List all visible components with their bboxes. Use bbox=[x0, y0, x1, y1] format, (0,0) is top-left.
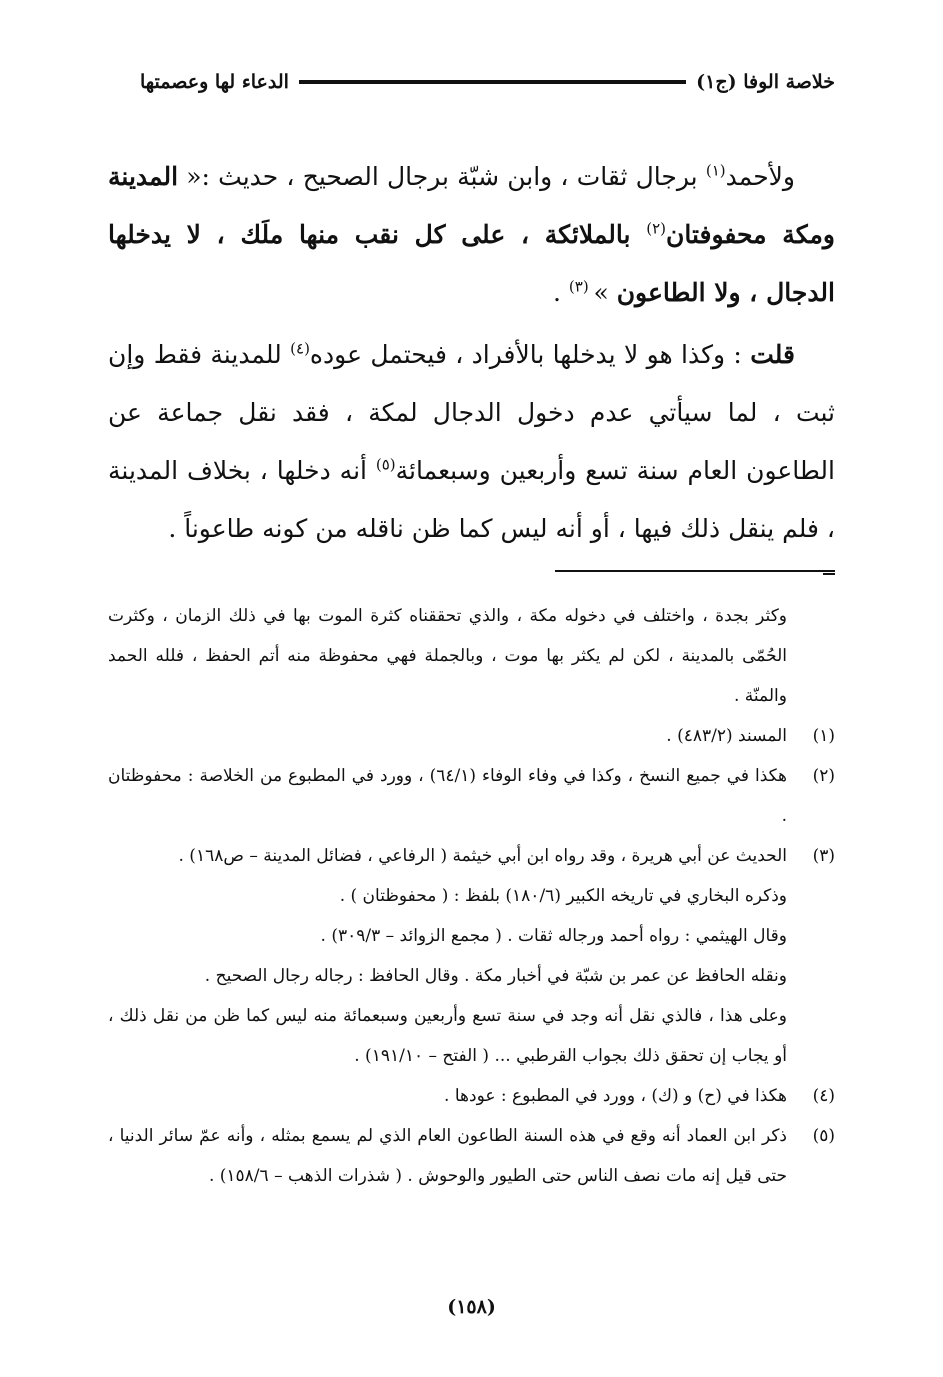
footnote-ref: (٣) bbox=[568, 277, 594, 296]
section-title: الدعاء لها وعصمتها bbox=[140, 71, 289, 93]
paragraph-hadith bbox=[108, 148, 835, 322]
footnote-number: (٤) bbox=[812, 1086, 835, 1106]
footnote bbox=[108, 1116, 835, 1196]
footnote-line: وقال الهيثمي : رواه أحمد ورجاله ثقات . ( مجمع الزوائد – ٣٠٩/٣) . bbox=[320, 926, 787, 946]
footnote-line: المسند (٤٨٣/٢) . bbox=[666, 726, 787, 746]
text-run: أنه دخلها ، بخلاف المدينة ، فلم ينقل ذلك فيها ، أو أنه ليس كما ظن ناقله من كونه طاعوناً . bbox=[108, 456, 835, 543]
hadith-quote: المدينة ومكة محفوفتان bbox=[108, 162, 835, 249]
footnote-ref: (٥) bbox=[375, 455, 396, 474]
footnote-continuation: وكثر بجدة ، واختلف في دخوله مكة ، والذي تحققناه كثرة الموت بها في ذلك الزمان ، وكثرت الحُمّى بالمدينة ، لكن لم يكثر بها موت ، وبالجملة فهي محفوظة منه أتم الحفظ ، فلله الحمد والمنّة . bbox=[108, 606, 787, 706]
footnote-number: (٥) bbox=[812, 1126, 835, 1146]
page-number: (١٥٨) bbox=[447, 1296, 496, 1318]
footnote-ref: (٢) bbox=[646, 219, 667, 238]
running-header bbox=[140, 62, 835, 102]
footnote-line: ذكر ابن العماد أنه وقع في هذه السنة الطاعون العام الذي لم يسمع بمثله ، وأنه عمّ سائر الدنيا ، حتى قيل إنه مات نصف الناس حتى الطيور والوحوش . ( شذرات الذهب – ١٥٨/٦) . bbox=[108, 1126, 787, 1186]
footnote-separator bbox=[555, 570, 835, 572]
footnote-ref: (١) bbox=[705, 161, 726, 180]
footnote-number: (٢) bbox=[812, 766, 835, 786]
text-run: » bbox=[593, 278, 617, 307]
header-rule bbox=[299, 80, 686, 84]
footnote-number: (٣) bbox=[812, 846, 835, 866]
footnote-line: الحديث عن أبي هريرة ، وقد رواه ابن أبي خيثمة ( الرفاعي ، فضائل المدينة – ص١٦٨) . bbox=[178, 846, 787, 866]
footnote-number: (١) bbox=[812, 726, 835, 746]
footnote-line: ونقله الحافظ عن عمر بن شبّة في أخبار مكة . وقال الحافظ : رجاله رجال الصحيح . bbox=[204, 966, 787, 986]
paragraph-commentary bbox=[108, 326, 835, 558]
footnote-separator-dash bbox=[823, 573, 835, 575]
hadith-quote: بالملائكة ، على كل نقب منها ملَك ، لا يدخلها الدجال ، ولا الطاعون bbox=[108, 220, 835, 307]
footnote-line: هكذا في (ح) و (ك) ، وورد في المطبوع : عودها . bbox=[444, 1086, 787, 1106]
footnote-body bbox=[108, 1076, 787, 1116]
footnote bbox=[108, 1076, 835, 1116]
footnote-body bbox=[108, 716, 787, 756]
footnote bbox=[108, 836, 835, 1076]
text-run: : وكذا هو لا يدخلها بالأفراد ، فيحتمل عوده bbox=[309, 340, 751, 369]
footnote-body bbox=[108, 1116, 787, 1196]
footnote bbox=[108, 756, 835, 836]
book-title: خلاصة الوفا (ج١) bbox=[696, 71, 835, 93]
qultu-label: قلت bbox=[750, 340, 795, 369]
footnote-line: هكذا في جميع النسخ ، وكذا في وفاء الوفاء (٦٤/١) ، وورد في المطبوع من الخلاصة : محفوظتان . bbox=[108, 766, 787, 826]
footnote-ref: (٤) bbox=[290, 339, 310, 358]
footnote bbox=[108, 716, 835, 756]
footnote-body bbox=[108, 756, 787, 836]
text-run: للمدينة فقط وإن ثبت ، لما سيأتي عدم دخول الدجال لمكة ، فقد نقل جماعة عن الطاعون العام سنة تسع وأربعين وسبعمائة bbox=[108, 340, 835, 485]
footnote-line: وذكره البخاري في تاريخه الكبير (١٨٠/٦) بلفظ : ( محفوظتان ) . bbox=[339, 886, 787, 906]
footnote-line: وعلى هذا ، فالذي نقل أنه وجد في سنة تسع وأربعين وسبعمائة منه ليس كما ظن من نقل ذلك ، أو يجاب إن تحقق ذلك بجواب القرطبي ... ( الفتح – ١٩١/١٠) . bbox=[108, 1006, 787, 1066]
text-run: برجال ثقات ، وابن شبّة برجال الصحيح ، حديث :« bbox=[178, 162, 706, 191]
footnotes bbox=[108, 596, 835, 1196]
text-run: . bbox=[552, 278, 569, 307]
main-text bbox=[108, 148, 835, 562]
text-run: ولأحمد bbox=[725, 162, 795, 191]
footnote-body bbox=[108, 836, 787, 1076]
